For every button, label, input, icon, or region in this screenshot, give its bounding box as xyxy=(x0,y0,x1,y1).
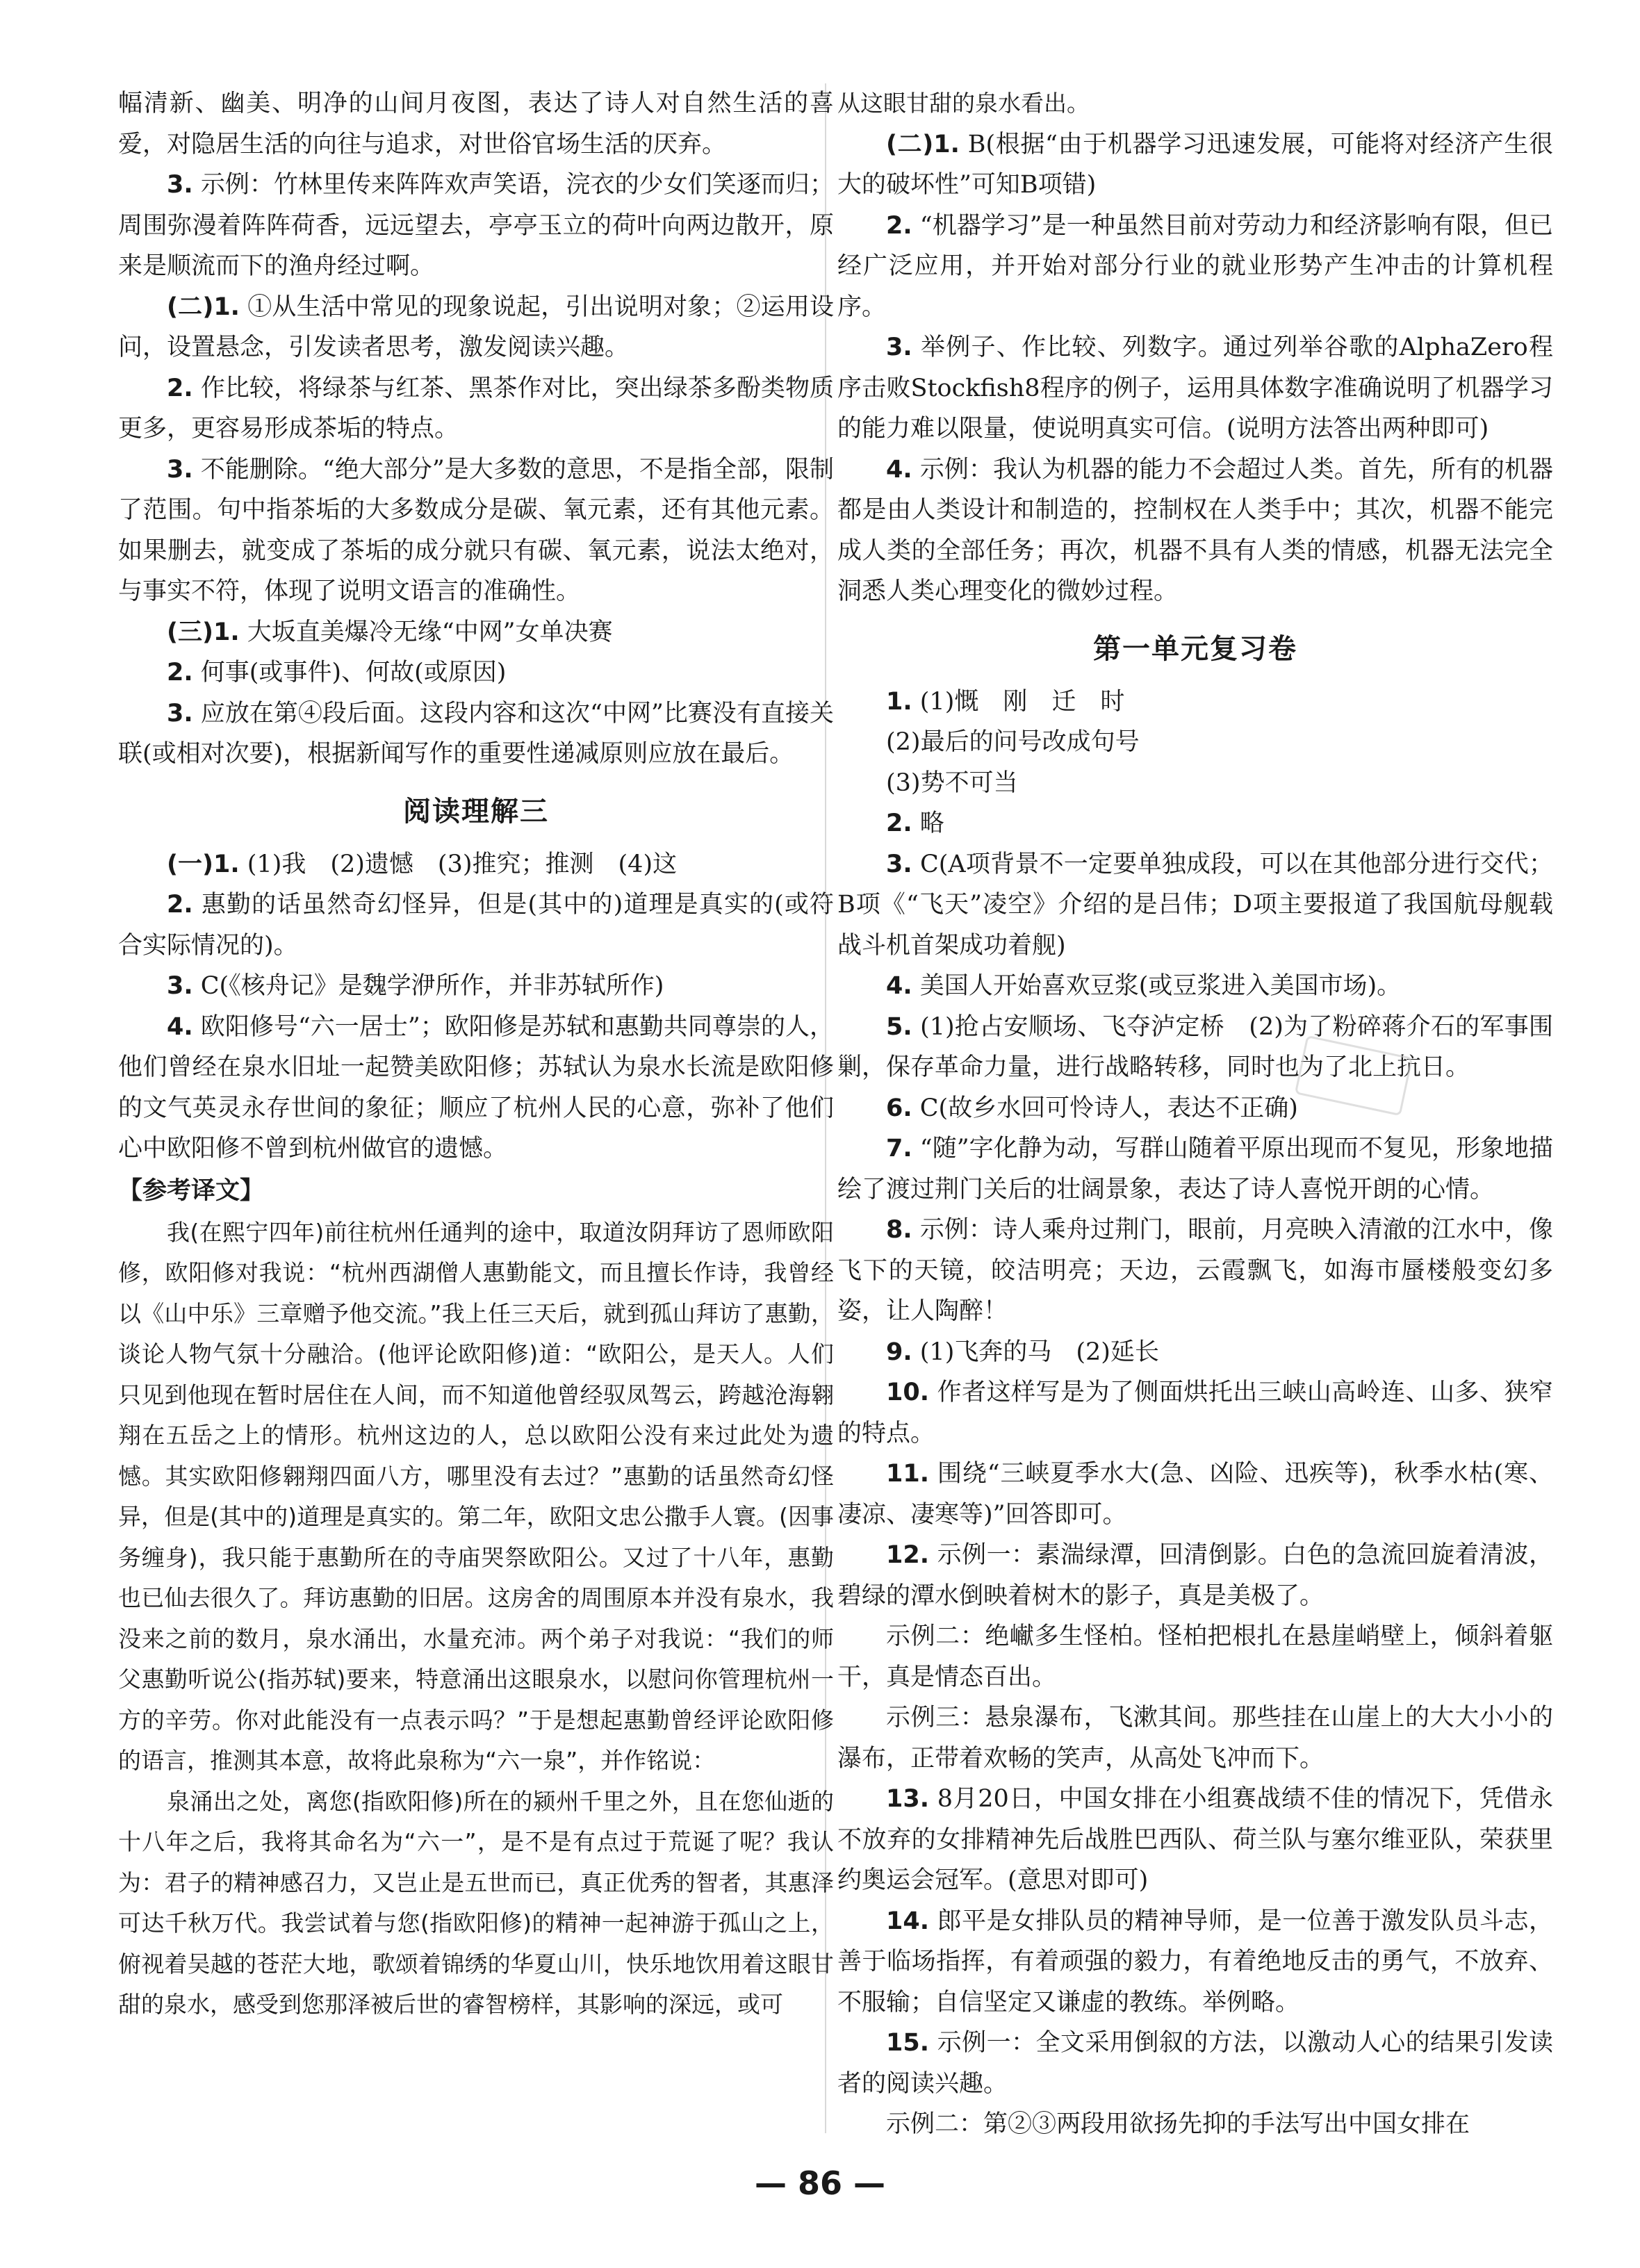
section-heading: 阅读理解三 xyxy=(403,795,549,828)
item-text: 郎平是女排队员的精神导师，是一位善于激发队员斗志，善于临场指挥，有着顽强的毅力，有着绝地反击的勇气，不放弃、不服输；自信坚定又谦虚的教练。举例略。 xyxy=(837,1907,1553,2016)
item-text: 8月20日，中国女排在小组赛战绩不佳的情况下，凭借永不放弃的女排精神先后战胜巴西队、荷兰队与塞尔维亚队，荣获里约奥运会冠军。(意思对即可) xyxy=(837,1785,1553,1894)
item-number: 10. xyxy=(886,1379,930,1406)
answer-item xyxy=(837,1901,1553,2023)
item-number: 3. xyxy=(886,334,912,361)
right-column xyxy=(837,83,1553,2145)
item-text: 不能删除。“绝大部分”是大多数的意思，不是指全部，限制了范围。句中指茶垢的大多数成分是碳、氧元素，还有其他元素。如果删去，就变成了茶垢的成分就只有碳、氧元素，说法太绝对，与事实不符，体现了说明文语言的准确性。 xyxy=(118,455,834,605)
item-text: C(《核舟记》是魏学洢所作，并非苏轼所作) xyxy=(192,972,664,1000)
item-text: 围绕“三峡夏季水大(急、凶险、迅疾等)，秋季水枯(寒、凄凉、凄寒等)”回答即可。 xyxy=(837,1460,1553,1529)
item-number: (二)1. xyxy=(886,130,960,158)
item-text: (1)慨 刚 迁 时 xyxy=(912,687,1125,716)
item-number: 13. xyxy=(886,1785,930,1813)
item-number: 2. xyxy=(886,211,912,240)
item-number: 9. xyxy=(886,1338,912,1366)
item-number: 12. xyxy=(886,1541,930,1569)
item-text: 应放在第④段后面。这段内容和这次“中网”比赛没有直接关联(或相对次要)，根据新闻写作的重要性递减原则应放在最后。 xyxy=(118,699,834,768)
item-text: 略 xyxy=(912,810,944,837)
answer-item xyxy=(118,844,834,885)
item-number: 3. xyxy=(886,850,912,878)
item-text: 何事(或事件)、何故(或原因) xyxy=(192,659,507,687)
item-number: 5. xyxy=(886,1012,912,1041)
reference-translation-tag: 【参考译文】 xyxy=(118,1176,265,1205)
answer-subitem: 示例二：绝𪩘多生怪柏。怪柏把根扎在悬崖峭壁上，倾斜着躯干，真是情态百出。 xyxy=(837,1622,1553,1691)
answer-item xyxy=(837,1779,1553,1901)
item-text: 示例：竹林里传来阵阵欢声笑语，浣衣的少女们笑逐而归；周围弥漫着阵阵荷香，远远望去，亭亭玉立的荷叶向两边散开，原来是顺流而下的渔舟经过啊。 xyxy=(118,171,834,280)
item-text: 作比较，将绿茶与红茶、黑茶作对比，突出绿茶多酚类物质更多，更容易形成茶垢的特点。 xyxy=(118,374,834,443)
item-text: B(根据“由于机器学习迅速发展，可能将对经济产生很大的破坏性”可知B项错) xyxy=(837,130,1553,199)
answer-subitem: (2)最后的问号改成句号 xyxy=(886,728,1140,756)
translation-continued: 从这眼甘甜的泉水看出。 xyxy=(837,90,1090,117)
item-number: 4. xyxy=(167,1012,193,1041)
item-text: 示例：我认为机器的能力不会超过人类。首先，所有的机器都是由人类设计和制造的，控制权在人类手中；其次，机器不能完成人类的全部任务；再次，机器不具有人类的情感，机器无法完全洞悉人类心理变化的微妙过程。 xyxy=(837,455,1553,605)
item-text: 美国人开始喜欢豆浆(或豆浆进入美国市场)。 xyxy=(912,972,1402,1000)
item-text: 示例：诗人乘舟过荆门，眼前，月亮映入清澈的江水中，像飞下的天镜，皎洁明亮；天边，云霞飘飞，如海市蜃楼般变幻多姿，让人陶醉！ xyxy=(837,1216,1553,1325)
translation-paragraph: 我(在熙宁四年)前往杭州任通判的途中，取道汝阴拜访了恩师欧阳修，欧阳修对我说：“杭州西湖僧人惠勤能文，而且擅长作诗，我曾经以《山中乐》三章赠予他交流。”我上任三天后，就到孤山拜访了惠勤，谈论人物气氛十分融洽。(他评论欧阳修)道：“欧阳公，是天人。人们只见到他现在暂时居住在人间，而不知道他曾经驭凤驾云，跨越沧海翱翔在五岳之上的情形。杭州这边的人，总以欧阳公没有来过此处为遗憾。其实欧阳修翱翔四面八方，哪里没有去过？”惠勤的话虽然奇幻怪异，但是(其中的)道理是真实的。第二年，欧阳文忠公撒手人寰。(因事务缠身)，我只能于惠勤所在的寺庙哭祭欧阳公。又过了十八年，惠勤也已仙去很久了。拜访惠勤的旧居。这房舍的周围原本并没有泉水，我没来之前的数月，泉水涌出，水量充沛。两个弟子对我说：“我们的师父惠勤听说公(指苏轼)要来，特意涌出这眼泉水，以慰问你管理杭州一方的辛劳。你对此能没有一点表示吗？”于是想起惠勤曾经评论欧阳修的语言，推测其本意，故将此泉称为“六一泉”，并作铭说： xyxy=(118,1218,834,1774)
item-text: (1)我 (2)遗憾 (3)推究；推测 (4)这 xyxy=(239,850,678,878)
answer-subitem: 示例三：悬泉瀑布，飞漱其间。那些挂在山崖上的大大小小的瀑布，正带着欢畅的笑声，从高处飞冲而下。 xyxy=(837,1704,1553,1773)
item-text: (1)飞奔的马 (2)延长 xyxy=(912,1338,1159,1366)
item-number: (三)1. xyxy=(167,618,240,646)
answer-item xyxy=(837,1372,1553,1454)
item-number: 2. xyxy=(167,659,193,687)
answer-item xyxy=(837,327,1553,450)
answer-item xyxy=(118,885,834,966)
item-text: 大坂直美爆冷无缘“中网”女单决赛 xyxy=(239,618,613,646)
item-text: 举例子、作比较、列数字。通过列举谷歌的AlphaZero程序击败Stockfish8程序的例子，运用具体数字准确说明了机器学习的能力难以限量，使说明真实可信。(说明方法答出两种即可) xyxy=(837,334,1553,443)
item-text: 欧阳修号“六一居士”；欧阳修是苏轼和惠勤共同尊崇的人，他们曾经在泉水旧址一起赞美欧阳修；苏轼认为泉水长流是欧阳修的文气英灵永存世间的象征；顺应了杭州人民的心意，弥补了他们心中欧阳修不曾到杭州做官的遗憾。 xyxy=(118,1012,834,1162)
page-number: — 86 — xyxy=(754,2164,886,2202)
answer-item xyxy=(118,652,834,693)
answer-item xyxy=(837,803,1553,844)
answer-item xyxy=(837,844,1553,967)
answer-item xyxy=(837,1088,1553,1129)
item-number: 3. xyxy=(167,699,193,728)
item-text: 示例一：全文采用倒叙的方法，以激动人心的结果引发读者的阅读兴趣。 xyxy=(837,2029,1553,2098)
answer-item xyxy=(837,1210,1553,1332)
item-number: 7. xyxy=(886,1135,912,1162)
item-number: 2. xyxy=(886,810,912,837)
item-text: 作者这样写是为了侧面烘托出三峡山高岭连、山多、狭窄的特点。 xyxy=(837,1379,1553,1447)
left-column xyxy=(118,83,834,2025)
item-number: (一)1. xyxy=(167,850,240,878)
answer-item xyxy=(837,1128,1553,1210)
answer-item xyxy=(837,1535,1553,1616)
answer-subitem: 示例二：第②③两段用欲扬先抑的手法写出中国女排在 xyxy=(886,2110,1470,2138)
answer-item xyxy=(118,368,834,450)
answer-item xyxy=(837,450,1553,612)
answer-item xyxy=(118,1007,834,1169)
item-number: 3. xyxy=(167,171,193,199)
item-number: 14. xyxy=(886,1907,930,1935)
answer-item xyxy=(118,165,834,287)
answer-subitem: (3)势不可当 xyxy=(886,769,1018,797)
answer-item xyxy=(837,124,1553,206)
item-number: 15. xyxy=(886,2029,930,2057)
item-number: 4. xyxy=(886,455,912,484)
answer-item xyxy=(837,966,1553,1007)
item-number: 4. xyxy=(886,972,912,1000)
item-number: 3. xyxy=(167,972,193,1000)
item-text: ①从生活中常见的现象说起，引出说明对象；②运用设问，设置悬念，引发读者思考，激发阅读兴趣。 xyxy=(118,293,834,361)
answer-item xyxy=(118,287,834,368)
item-text: “随”字化静为动，写群山随着平原出现而不复见，形象地描绘了渡过荆门关后的壮阔景象，表达了诗人喜悦开朗的心情。 xyxy=(837,1135,1553,1203)
item-text: 示例一：素湍绿潭，回清倒影。白色的急流回旋着清波，碧绿的潭水倒映着树木的影子，真是美极了。 xyxy=(837,1541,1553,1610)
item-text: C(A项背景不一定要单独成段，可以在其他部分进行交代；B项《“飞天”凌空》介绍的是吕伟；D项主要报道了我国航母舰载战斗机首架成功着舰) xyxy=(837,850,1553,960)
item-text: “机器学习”是一种虽然目前对劳动力和经济影响有限，但已经广泛应用，并开始对部分行业的就业形势产生冲击的计算机程序。 xyxy=(837,211,1553,321)
item-number: 3. xyxy=(167,455,193,484)
item-number: 2. xyxy=(167,374,193,402)
answer-item xyxy=(118,612,834,653)
item-text: (1)抢占安顺场、飞夺泸定桥 (2)为了粉碎蒋介石的军事围剿，保存革命力量，进行战略转移，同时也为了北上抗日。 xyxy=(837,1012,1553,1081)
answer-item xyxy=(118,450,834,612)
item-text: C(故乡水回可怜诗人，表达不正确) xyxy=(912,1094,1298,1122)
item-number: 2. xyxy=(167,891,193,919)
item-number: 11. xyxy=(886,1460,930,1488)
translation-paragraph: 泉涌出之处，离您(指欧阳修)所在的颍州千里之外，且在您仙逝的十八年之后，我将其命名为“六一”，是不是有点过于荒诞了呢？我认为：君子的精神感召力，又岂止是五世而已，真正优秀的智者，其惠泽可达千秋万代。我尝试着与您(指欧阳修)的精神一起神游于孤山之上，俯视着吴越的苍茫大地，歌颂着锦绣的华夏山川，快乐地饮用着这眼甘甜的泉水，感受到您那泽被后世的睿智榜样，其影响的深远，或可 xyxy=(118,1787,834,2018)
answer-item xyxy=(837,1454,1553,1535)
answer-item xyxy=(837,206,1553,328)
item-number: (二)1. xyxy=(167,293,240,321)
paragraph: 幅清新、幽美、明净的山间月夜图，表达了诗人对自然生活的喜爱，对隐居生活的向往与追求，对世俗官场生活的厌弃。 xyxy=(118,90,834,158)
item-number: 8. xyxy=(886,1216,912,1244)
answer-item xyxy=(837,1007,1553,1088)
item-number: 1. xyxy=(886,687,912,716)
answer-item xyxy=(837,1332,1553,1373)
item-text: 惠勤的话虽然奇幻怪异，但是(其中的)道理是真实的(或符合实际情况的)。 xyxy=(118,891,834,960)
answer-item xyxy=(118,966,834,1007)
answer-item xyxy=(837,682,1553,723)
section-heading: 第一单元复习卷 xyxy=(1093,632,1297,665)
answer-item xyxy=(118,693,834,775)
answer-item xyxy=(837,2023,1553,2104)
item-number: 6. xyxy=(886,1094,912,1122)
